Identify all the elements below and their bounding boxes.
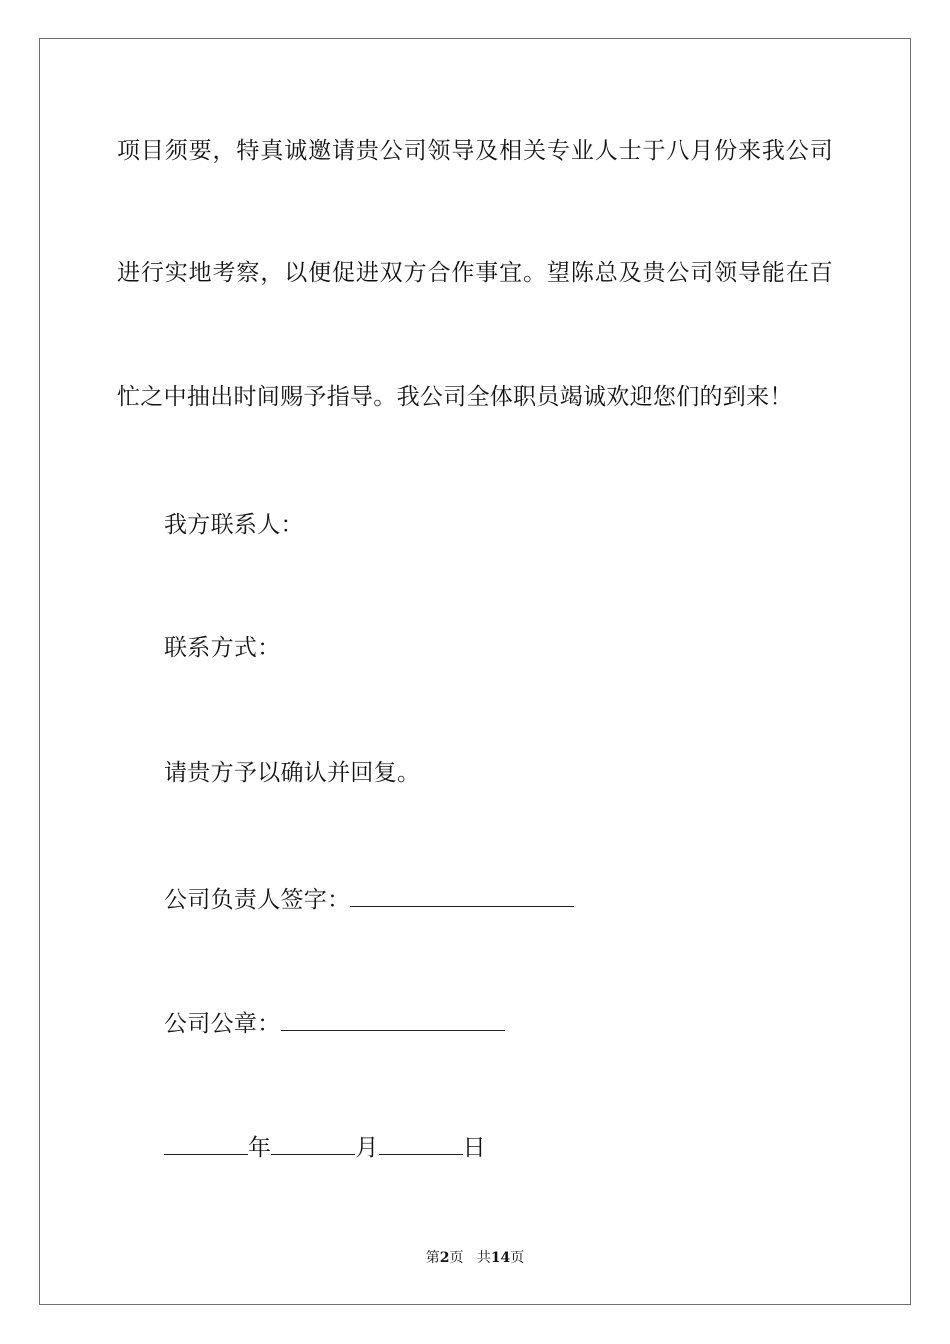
year-label: 年 <box>248 1135 272 1161</box>
seal-row <box>164 1008 505 1038</box>
day-blank[interactable] <box>379 1132 463 1155</box>
signature-row <box>164 884 574 914</box>
page-number: 2 <box>439 1250 450 1266</box>
total-prefix: 共 <box>476 1250 491 1266</box>
signature-blank[interactable] <box>350 884 574 907</box>
date-row <box>164 1132 486 1162</box>
confirm-request-text: 请贵方予以确认并回复。 <box>164 760 421 786</box>
contact-person-label: 我方联系人： <box>164 512 304 538</box>
month-blank[interactable] <box>271 1132 355 1155</box>
total-suffix: 页 <box>510 1250 525 1266</box>
month-label: 月 <box>355 1135 379 1161</box>
day-label: 日 <box>462 1135 486 1161</box>
seal-label: 公司公章： <box>164 1011 281 1037</box>
page-footer <box>0 1247 950 1267</box>
paragraph-line-2: 进行实地考察，以便促进双方合作事宜。望陈总及贵公司领导能在百 <box>117 260 833 286</box>
seal-blank[interactable] <box>281 1008 505 1031</box>
page-prefix: 第 <box>425 1250 440 1266</box>
page-suffix: 页 <box>449 1250 464 1266</box>
total-pages: 14 <box>490 1250 511 1266</box>
page-border <box>39 38 911 1305</box>
year-blank[interactable] <box>164 1132 248 1155</box>
signature-label: 公司负责人签字： <box>164 887 351 913</box>
contact-method-label: 联系方式： <box>164 635 281 661</box>
paragraph-line-1: 项目须要，特真诚邀请贵公司领导及相关专业人士于八月份来我公司 <box>117 138 833 164</box>
paragraph-line-3: 忙之中抽出时间赐予指导。我公司全体职员竭诚欢迎您们的到来！ <box>117 384 793 410</box>
